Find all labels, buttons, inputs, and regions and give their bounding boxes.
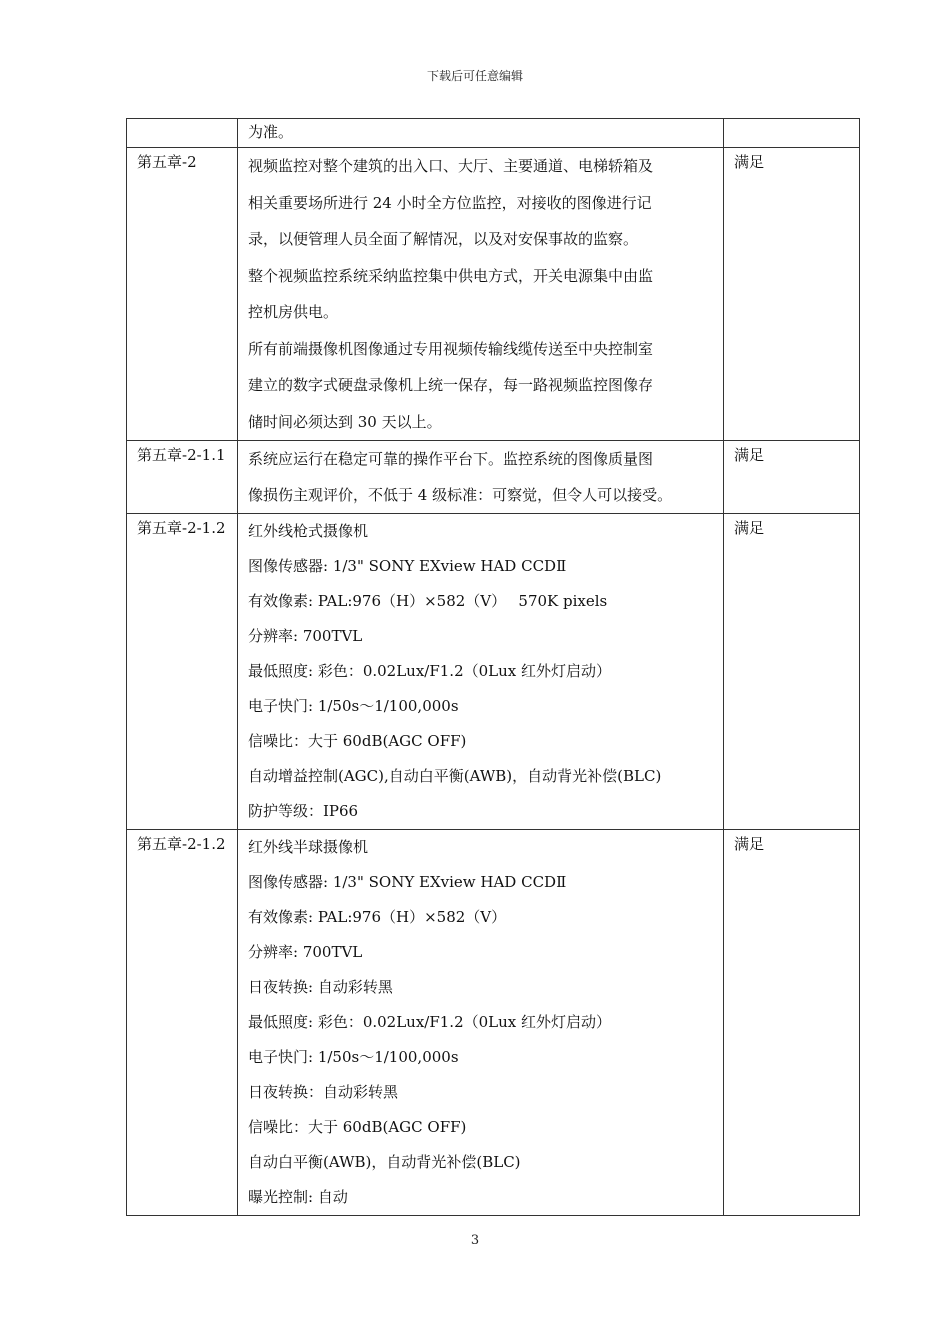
spec-table-body bbox=[127, 119, 860, 1216]
requirement-line: 最低照度: 彩色：0.02Lux/F1.2（0Lux 红外灯启动） bbox=[248, 1013, 612, 1031]
requirement-line: 最低照度: 彩色：0.02Lux/F1.2（0Lux 红外灯启动） bbox=[248, 662, 612, 680]
spec-table bbox=[126, 118, 860, 1216]
requirement-line: 为准。 bbox=[248, 123, 294, 141]
requirement-cell bbox=[238, 148, 724, 441]
status-cell bbox=[724, 119, 860, 148]
requirement-cell bbox=[238, 514, 724, 830]
section-cell bbox=[127, 830, 238, 1216]
requirement-line: 信噪比：大于 60dB(AGC OFF) bbox=[248, 1118, 467, 1136]
table-row bbox=[127, 830, 860, 1216]
requirement-line: 录，以便管理人员全面了解情况，以及对安保事故的监察。 bbox=[248, 230, 639, 248]
requirement-line: 分辨率: 700TVL bbox=[248, 627, 363, 645]
table-row bbox=[127, 119, 860, 148]
requirement-line: 整个视频监控系统采纳监控集中供电方式，开关电源集中由监 bbox=[248, 266, 654, 285]
section-label: 第五章-2-1.1 bbox=[137, 446, 226, 464]
status-label: 满足 bbox=[734, 519, 765, 537]
table-row bbox=[127, 148, 860, 441]
requirement-line: 有效像素: PAL:976（H）×582（V） bbox=[248, 908, 507, 926]
requirement-line: 视频监控对整个建筑的出入口、大厅、主要通道、电梯轿箱及 bbox=[248, 157, 654, 175]
requirement-line: 分辨率: 700TVL bbox=[248, 943, 363, 961]
requirement-line: 建立的数字式硬盘录像机上统一保存，每一路视频监控图像存 bbox=[248, 376, 654, 394]
requirement-line: 储时间必须达到 30 天以上。 bbox=[248, 412, 442, 431]
requirement-line: 系统应运行在稳定可靠的操作平台下。监控系统的图像质量图 bbox=[248, 450, 654, 468]
status-cell bbox=[724, 514, 860, 830]
requirement-line: 日夜转换: 自动彩转黑 bbox=[248, 978, 393, 996]
section-label: 第五章-2 bbox=[137, 153, 197, 171]
status-label: 满足 bbox=[734, 835, 765, 853]
page-number: 3 bbox=[470, 1233, 480, 1248]
requirement-line: 电子快门: 1/50s～1/100,000s bbox=[248, 697, 459, 715]
table-row bbox=[127, 441, 860, 514]
requirement-line: 红外线半球摄像机 bbox=[248, 838, 369, 856]
page-header: 下载后可任意编辑 bbox=[426, 69, 523, 83]
requirement-line: 所有前端摄像机图像通过专用视频传输线缆传送至中央控制室 bbox=[248, 339, 654, 358]
requirement-cell bbox=[238, 119, 724, 148]
status-cell bbox=[724, 830, 860, 1216]
requirement-line: 自动白平衡(AWB)，自动背光补偿(BLC) bbox=[248, 1153, 521, 1171]
status-cell bbox=[724, 441, 860, 514]
requirement-line: 电子快门: 1/50s～1/100,000s bbox=[248, 1048, 459, 1066]
requirement-line: 红外线枪式摄像机 bbox=[248, 522, 369, 540]
section-label: 第五章-2-1.2 bbox=[137, 835, 226, 853]
status-cell bbox=[724, 148, 860, 441]
requirement-line: 曝光控制: 自动 bbox=[248, 1188, 348, 1206]
requirement-line: 相关重要场所进行 24 小时全方位监控，对接收的图像进行记 bbox=[248, 193, 652, 212]
requirement-line: 控机房供电。 bbox=[248, 303, 339, 321]
requirement-line: 自动增益控制(AGC),自动白平衡(AWB)，自动背光补偿(BLC) bbox=[248, 767, 662, 785]
section-cell bbox=[127, 148, 238, 441]
requirement-line: 信噪比：大于 60dB(AGC OFF) bbox=[248, 732, 467, 750]
section-cell bbox=[127, 441, 238, 514]
requirement-line: 像损伤主观评价，不低于 4 级标准：可察觉，但令人可以接受。 bbox=[248, 486, 673, 504]
status-label: 满足 bbox=[734, 446, 765, 464]
requirement-line: 图像传感器: 1/3" SONY EXview HAD CCDⅡ bbox=[248, 557, 567, 575]
requirement-line: 有效像素: PAL:976（H）×582（V） 570K pixels bbox=[248, 592, 608, 610]
status-label: 满足 bbox=[734, 153, 765, 171]
requirement-cell bbox=[238, 830, 724, 1216]
section-cell bbox=[127, 119, 238, 148]
table-row bbox=[127, 514, 860, 830]
requirement-line: 日夜转换：自动彩转黑 bbox=[248, 1083, 399, 1101]
requirement-line: 图像传感器: 1/3" SONY EXview HAD CCDⅡ bbox=[248, 873, 567, 891]
section-cell bbox=[127, 514, 238, 830]
requirement-cell bbox=[238, 441, 724, 514]
requirement-line: 防护等级：IP66 bbox=[248, 802, 359, 820]
section-label: 第五章-2-1.2 bbox=[137, 519, 226, 537]
